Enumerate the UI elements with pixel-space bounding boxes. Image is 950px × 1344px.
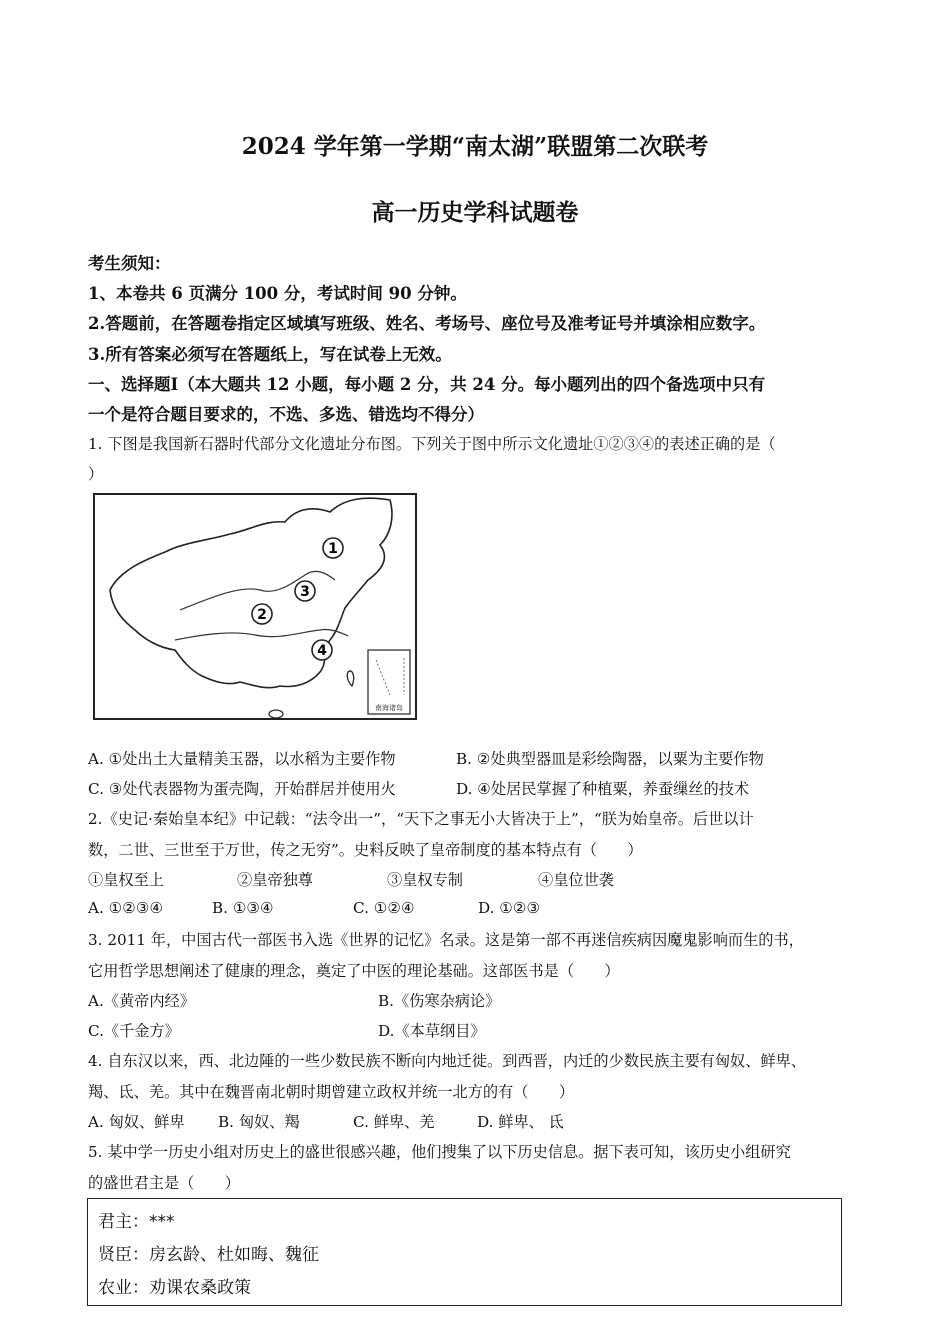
taiwan-island [347, 671, 353, 686]
info-line-agriculture: 农业：劝课农桑政策 [98, 1278, 251, 1298]
neolithic-site-map [90, 490, 420, 722]
q2-stem-cont: 数，二世、三世至于万世，传之无穷”。史料反映了皇帝制度的基本特点有（ ） [88, 841, 643, 859]
yangtze-river [175, 629, 348, 640]
q2-item: ②皇帝独尊 [237, 871, 313, 889]
notice-item: 1、本卷共 6 页满分 100 分，考试时间 90 分钟。 [88, 284, 467, 303]
q3-option-d[interactable]: D.《本草纲目》 [378, 1022, 486, 1040]
hainan-island [269, 710, 283, 718]
section-heading-cont: 一个是符合题目要求的，不选、多选、错选均不得分） [88, 405, 484, 424]
section-heading: 一、选择题Ⅰ（本大题共 12 小题，每小题 2 分，共 24 分。每小题列出的四个备选项中只有 [88, 375, 766, 394]
notice-heading: 考生须知： [88, 254, 171, 273]
q3-stem-cont: 它用哲学思想阐述了健康的理念，奠定了中医的理论基础。这部医书是（ ） [88, 962, 620, 980]
site-marker-3 [295, 581, 315, 601]
q2-option-b[interactable]: B. ①③④ [212, 899, 274, 917]
q1-option-d[interactable]: D. ④处居民掌握了种植粟，养蚕缫丝的技术 [456, 780, 750, 798]
q3-option-b[interactable]: B.《伤寒杂病论》 [378, 992, 501, 1010]
q2-item: ③皇权专制 [387, 871, 463, 889]
q1-option-c[interactable]: C. ③处代表器物为蛋壳陶，开始群居并使用火 [88, 780, 396, 798]
site-label: 2 [257, 607, 267, 623]
notice-item: 3.所有答案必须写在答题纸上，写在试卷上无效。 [88, 345, 452, 364]
q5-info-table [87, 1198, 842, 1306]
site-marker-4 [312, 640, 332, 660]
site-label: 3 [300, 584, 310, 600]
q2-item: ①皇权至上 [88, 871, 164, 889]
site-marker-2 [252, 604, 272, 624]
q4-stem-cont: 羯、氐、羌。其中在魏晋南北朝时期曾建立政权并统一北方的有（ ） [88, 1083, 574, 1101]
notice-item: 2.答题前，在答题卷指定区域填写班级、姓名、考场号、座位号及准考证号并填涂相应数字。 [88, 314, 766, 333]
q4-option-c[interactable]: C. 鲜卑、羌 [353, 1113, 435, 1131]
inset-label: 南海诸岛 [375, 704, 403, 712]
q4-option-a[interactable]: A. 匈奴、鲜卑 [88, 1113, 185, 1131]
q5-stem-cont: 的盛世君主是（ ） [88, 1174, 240, 1192]
mainland-outline [110, 498, 392, 687]
exam-title: 2024 学年第一学期“南太湖”联盟第二次联考 [241, 133, 709, 160]
q1-stem: 1. 下图是我国新石器时代部分文化遗址分布图。下列关于图中所示文化遗址①②③④的表述正确的是（ [88, 435, 776, 453]
info-line-ministers: 贤臣：房玄龄、杜如晦、魏征 [98, 1245, 319, 1265]
q2-option-a[interactable]: A. ①②③④ [88, 899, 164, 917]
site-label: 1 [328, 541, 338, 557]
q3-option-a[interactable]: A.《黄帝内经》 [88, 992, 195, 1010]
q5-stem: 5. 某中学一历史小组对历史上的盛世很感兴趣，他们搜集了以下历史信息。据下表可知，该历史小组研究 [88, 1143, 791, 1161]
q2-option-c[interactable]: C. ①②④ [353, 899, 415, 917]
site-marker-1 [323, 538, 343, 558]
info-line-ruler: 君主：*** [98, 1212, 175, 1232]
q1-option-a[interactable]: A. ①处出土大量精美玉器，以水稻为主要作物 [88, 750, 396, 768]
china-map-graphic [90, 490, 420, 722]
q4-option-d[interactable]: D. 鲜卑、 氐 [477, 1113, 564, 1131]
exam-subtitle: 高一历史学科试题卷 [371, 199, 579, 226]
q1-option-b[interactable]: B. ②处典型器皿是彩绘陶器，以粟为主要作物 [456, 750, 764, 768]
q1-stem-cont: ） [88, 465, 104, 483]
q2-option-d[interactable]: D. ①②③ [478, 899, 541, 917]
q4-option-b[interactable]: B. 匈奴、羯 [218, 1113, 300, 1131]
site-label: 4 [317, 643, 327, 659]
q3-option-c[interactable]: C.《千金方》 [88, 1022, 180, 1040]
q3-stem: 3. 2011 年，中国古代一部医书入选《世界的记忆》名录。这是第一部不再迷信疾病因魔鬼影响而生的书， [88, 931, 804, 949]
q2-stem: 2.《史记·秦始皇本纪》中记载：“法令出一”，“天下之事无小大皆决于上”，“朕为始皇帝。后世以计 [88, 810, 754, 828]
q4-stem: 4. 自东汉以来，西、北边陲的一些少数民族不断向内地迁徙。到西晋，内迁的少数民族主要有匈奴、鲜卑、 [88, 1052, 806, 1070]
q2-item: ④皇位世袭 [538, 871, 614, 889]
